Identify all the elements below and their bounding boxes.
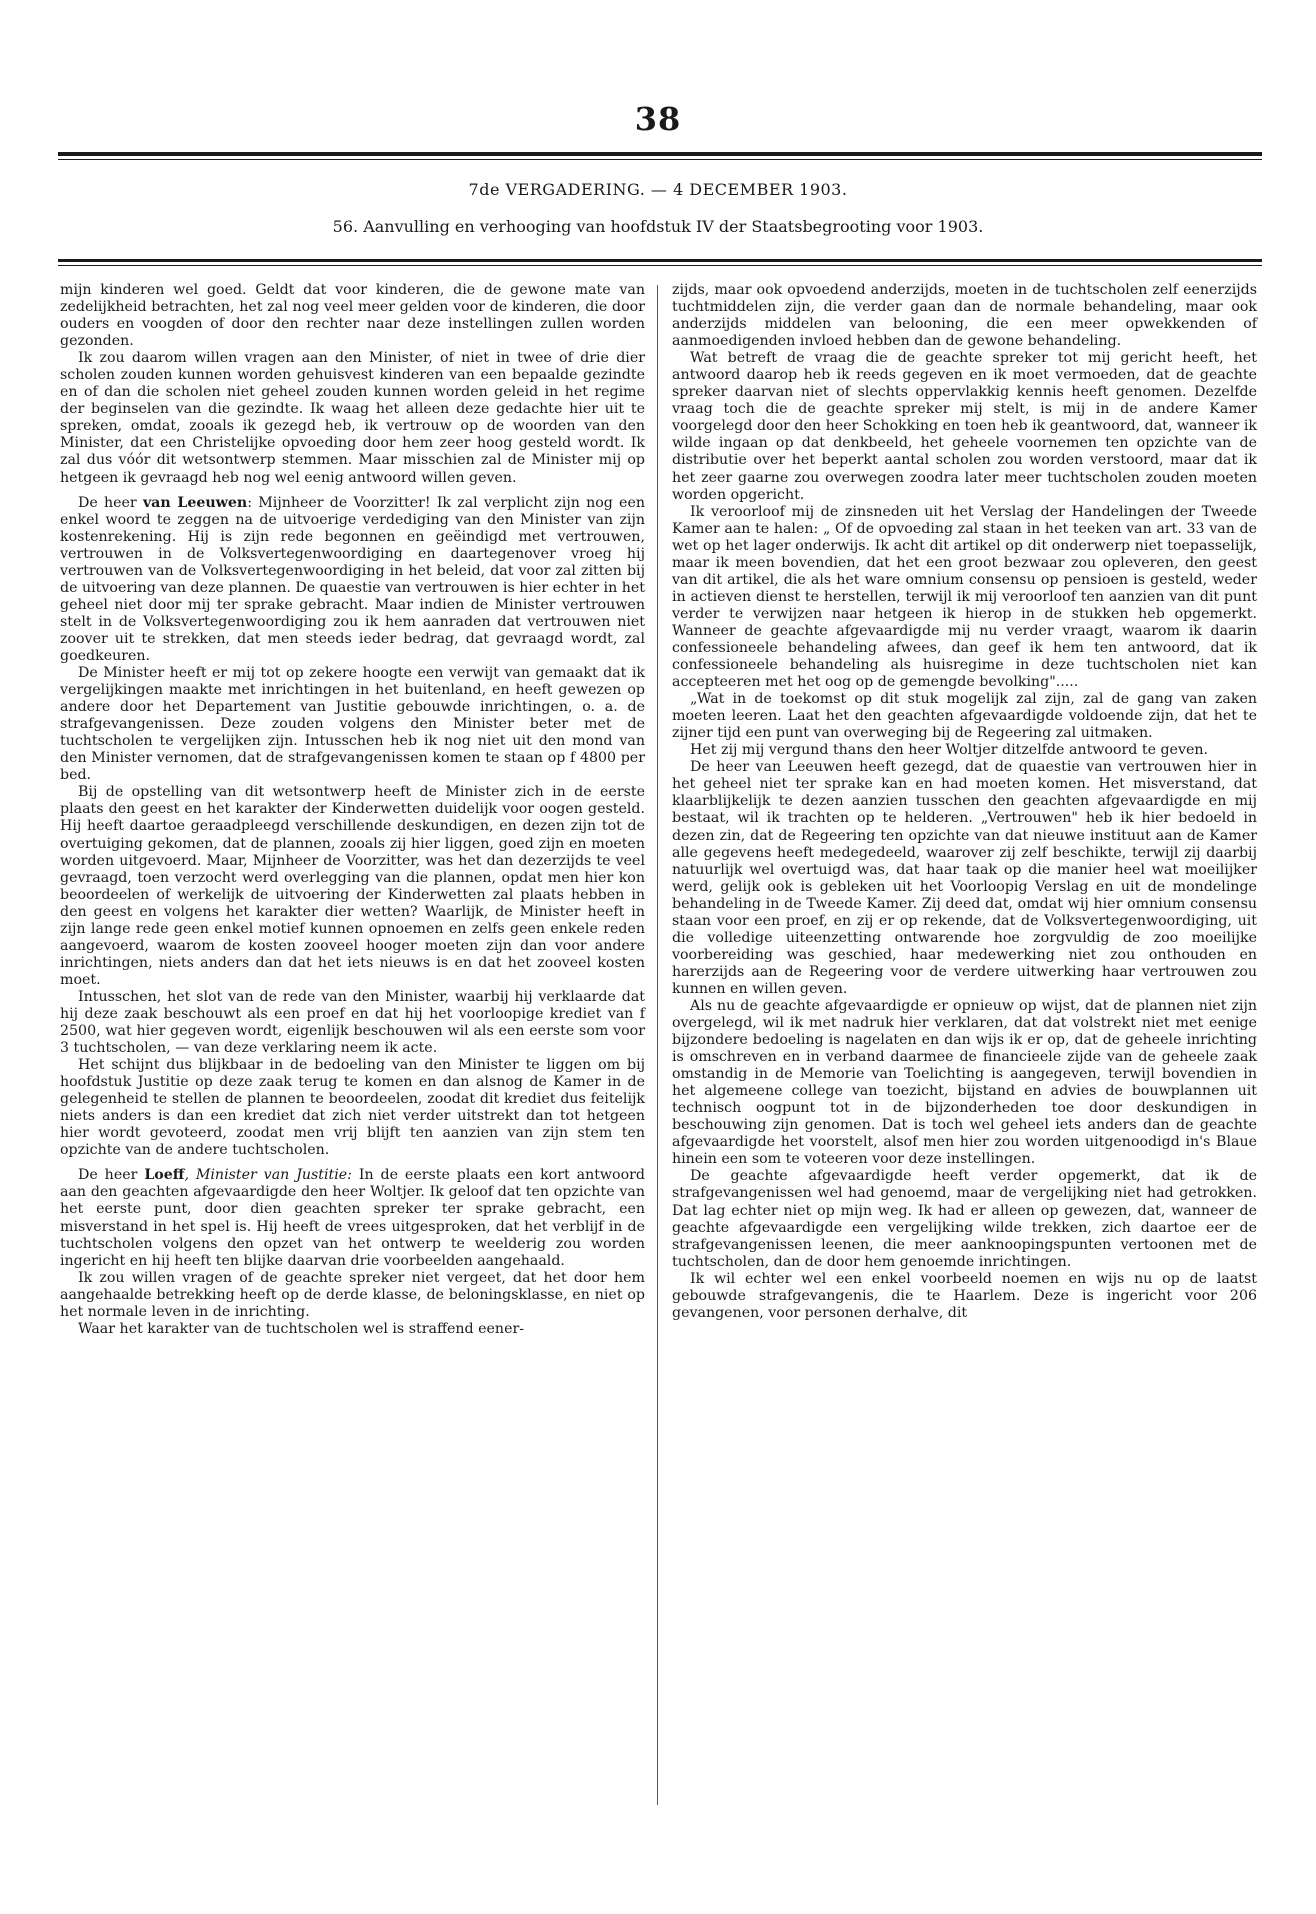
section-rule-thin xyxy=(58,265,1262,266)
speech-text: In de eerste plaats een kort antwoord aan den geachten afgevaardigde den heer Woltjer. Ik geloof dat ten opzichte van het eerste punt, door dien geachten spreker ter sprake gebracht, een misverstand in het spel is. Hij heeft de vrees uitgesproken, dat het verblijf in de tuchtscholen volgens den opzet van het ontwerp te weelderig zou worden ingericht en hij heeft ten blijke daarvan drie voorbeelden aangehaald. xyxy=(60,1167,645,1269)
agenda-item-heading: 56. Aanvulling en verhooging van hoofdstuk IV der Staatsbegrooting voor 1903. xyxy=(332,217,984,236)
paragraph: „Wat in de toekomst op dit stuk mogelijk zal zijn, zal de gang van zaken moeten leeren. Laat het den geachten afgevaardigde voldoende zijn, dat het te zijner tijd een punt van overweging bij de Regeering zal uitmaken. xyxy=(672,691,1257,742)
paragraph: Bij de opstelling van dit wetsontwerp heeft de Minister zich in de eerste plaats den geest en het karakter der Kinderwetten duidelijk voor oogen gesteld. Hij heeft daartoe geraadpleegd verschillende deskundigen, en dezen zijn tot de overtuiging gekomen, dat de plannen, zooals zij hier liggen, goed zijn en moeten worden uitgevoerd. Maar, Mijnheer de Voorzitter, was het dan dezerzijds te veel gevraagd, toen verzocht werd overlegging van die plannen, opdat men hier kon beoordeelen of werkelijk de uitvoering der Kinderwetten zal plaats hebben in den geest en volgens het karakter dier wetten? Waarlijk, de Minister heeft in zijn lange rede geen enkel motief kunnen opnoemen en zelfs geen enkele reden aangevoerd, waarom de kosten zooveel hooger moeten zijn dan voor andere inrichtingen, niets anders dan dat het iets nieuws is en dat het zooveel kosten moet. xyxy=(60,784,645,988)
speaker-name: van Leeuwen xyxy=(142,494,248,511)
paragraph: De geachte afgevaardigde heeft verder opgemerkt, dat ik de strafgevangenissen wel had genoemd, maar de vergelijking niet had getrokken. Dat lag echter niet op mijn weg. Ik had er alleen op gewezen, dat, wanneer de geachte afgevaardigde een vergelijking wilde trekken, zich daartoe eer de strafgevangenissen leenen, die meer aanknoopingspunten vertoonen met de tuchtscholen, dan de door hem genoemde inrichtingen. xyxy=(672,1168,1257,1270)
speaker-intro: De heer xyxy=(78,494,143,511)
paragraph: Het zij mij vergund thans den heer Woltjer ditzelfde antwoord te geven. xyxy=(690,742,1209,759)
meeting-heading: 7de VERGADERING. — 4 DECEMBER 1903. xyxy=(468,180,848,199)
speech-loeff xyxy=(60,1167,645,1269)
paragraph: Ik zou willen vragen of de geachte spreker niet vergeet, dat het door hem aangehaalde betrekking heeft op de derde klasse, de beloningsklasse, en niet op het normale leven in de inrichting. xyxy=(60,1269,645,1320)
paragraph: Ik wil echter wel een enkel voorbeeld noemen en wijs nu op de laatst gebouwde strafgevangenis, die te Haarlem. Deze is ingericht voor 206 gevangenen, voor personen derhalve, dit xyxy=(672,1270,1257,1321)
speaker-role: , Minister van Justitie: xyxy=(184,1167,352,1184)
page-number: 38 xyxy=(634,100,682,138)
right-column xyxy=(672,282,1257,1322)
paragraph: Als nu de geachte afgevaardigde er opnieuw op wijst, dat de plannen niet zijn overgelegd, wil ik met nadruk hier verklaren, dat dat volstrekt niet met eenige bijzondere bedoeling is nagelaten en dan wijs ik er op, dat de geheele inrichting is omschreven en in verband daarmee de financieele zijde van de geheele zaak omstandig in de Memorie van Toelichting is aangegeven, terwijl bovendien in het algemeene college van toezicht, bijstand en advies de bouwplannen uit technisch oogpunt tot in de bijzonderheden toe door deskundigen in beschouwing zijn genomen. Dat is toch wel geheel iets anders dan de geachte afgevaardigde het voorstelt, alsof men hier zou worden uitgenoodigd in's Blaue hinein een som te voteeren voor deze instellingen. xyxy=(672,997,1257,1168)
paragraph: De Minister heeft er mij tot op zekere hoogte een verwijt van gemaakt dat ik vergelijkingen maakte met inrichtingen in het buitenland, en heeft gewezen op andere door het Departement van Justitie gebouwde inrichtingen, o. a. de strafgevangenissen. Deze zouden volgens den Minister beter met de tuchtscholen te vergelijken zijn. Intusschen heb ik nog niet uit den mond van den Minister vernomen, dat de strafgevangenissen komen te staan op f 4800 per bed. xyxy=(60,665,645,784)
paragraph: Ik veroorloof mij de zinsneden uit het Verslag der Handelingen der Tweede Kamer aan te halen: „ Of de opvoeding zal staan in het teeken van art. 33 van de wet op het lager onderwijs. Ik acht dit artikel op dit onderwerp niet toepasselijk, maar ik meen bovendien, dat het een groot bezwaar zou opleveren, den geest van dit artikel, die als het ware omnium consensu op pensioen is gesteld, weder in actieven dienst te herstellen, terwijl ik mij veroorloof ten aanzien van dit punt verder te verwijzen naar hetgeen ik hierop in de stukken heb opgemerkt. Wanneer de geachte afgevaardigde mij nu verder vraagt, waarom ik daarin confessioneele behandeling afwees, dan geef ik hem ten antwoord, dat ik confessioneele behandeling als huisregime in deze tuchtscholen niet kan accepteeren met het oog op de gemengde bevolking"..... xyxy=(672,503,1257,691)
paragraph: Wat betreft de vraag die de geachte spreker tot mij gericht heeft, het antwoord daarop heb ik reeds gegeven en ik moet vermoeden, dat de geachte spreker daarvan niet of slechts oppervlakkig kennis heeft genomen. Dezelfde vraag toch die de geachte spreker mij stelt, is mij in de andere Kamer voorgelegd door den heer Schokking en toen heb ik geantwoord, dat, wanneer ik wilde ingaan op dat denkbeeld, het geheele voornemen ten opzichte van de distributie over het beperkt aantal scholen zou worden verstoord, maar dat ik het zeer gaarne zou overwegen zoodra later meer tuchtscholen zouden moeten worden opgericht. xyxy=(672,350,1257,503)
section-rule xyxy=(58,259,1262,262)
left-column xyxy=(60,282,645,1338)
paragraph: zijds, maar ook opvoedend anderzijds, moeten in de tuchtscholen zelf eenerzijds tuchtmiddelen zijn, die verder gaan dan de normale behandeling, maar ook anderzijds middelen van belooning, die een meer opwekkenden of aanmoedigenden invloed hebben dan de gewone behandeling. xyxy=(672,282,1257,350)
speech-text: : Mijnheer de Voorzitter! Ik zal verplicht zijn nog een enkel woord te zeggen na de uitvoerige verdediging van den Minister van zijn kostenrekening. Hij is zijn rede begonnen en geëindigd met vertrouwen, vertrouwen in de Volksvertegenwoordiging en daartegenover vroeg hij vertrouwen van de Volksvertegenwoordiging in het beleid, dat voor zal zitten bij de uitvoering van deze plannen. De quaestie van vertrouwen is hier echter in het geheel niet door mij ter sprake gebracht. Maar indien de Minister vertrouwen stelt in de Volksvertegenwoordiging zou ik hem aanraden dat vertrouwen niet zoover uit te strekken, dat men steeds ieder bedrag, dat gevraagd wordt, zal goedkeuren. xyxy=(60,494,645,664)
speech-van-leeuwen xyxy=(60,495,645,665)
speaker-intro: De heer xyxy=(78,1167,145,1184)
paragraph: mijn kinderen wel goed. Geldt dat voor kinderen, die de gewone mate van zedelijkheid betrachten, het zal nog veel meer gelden voor de kinderen, die door ouders en voogden of door den rechter naar deze instellingen zullen worden gezonden. xyxy=(60,282,645,350)
header-rule xyxy=(58,152,1262,156)
paragraph: Waar het karakter van de tuchtscholen wel is straffend eener- xyxy=(78,1320,525,1337)
paragraph: Ik zou daarom willen vragen aan den Minister, of niet in twee of drie dier scholen zouden kunnen worden gehuisvest kinderen van een bepaalde gezindte en of dan die scholen niet geheel zouden kunnen worden geleid in het regime der beginselen van die gezindte. Ik waag het alleen deze gedachte hier uit te spreken, omdat, zooals ik gezegd heb, ik vertrouw op de woorden van den Minister, dat een Christelijke opvoeding door hem zeer hoog gesteld wordt. Ik zal dus vóór dit wetsontwerp stemmen. Maar misschien zal de Minister mij op hetgeen ik gevraagd heb nog wel eenig antwoord willen geven. xyxy=(60,350,645,486)
paragraph: Het schijnt dus blijkbaar in de bedoeling van den Minister te liggen om bij hoofdstuk Justitie op deze zaak terug te komen en dan alsnog de Kamer in de gelegenheid te stellen de plannen te beoordeelen, zoodat dit krediet dus feitelijk niets anders is dan een krediet dat zich niet verder uitstrekt dan tot hetgeen hier wordt gevoteerd, zoodat men vrij blijft ten aanzien van zijn stem ten opzichte van de andere tuchtscholen. xyxy=(60,1057,645,1159)
paragraph: Intusschen, het slot van de rede van den Minister, waarbij hij verklaarde dat hij deze zaak beschouwt als een proef en dat hij het voorloopige krediet van f 2500, wat hier gegeven wordt, eigenlijk beschouwen wil als een eerste som voor 3 tuchtscholen, — van deze verklaring neem ik acte. xyxy=(60,988,645,1057)
column-divider xyxy=(657,285,658,1805)
paragraph: De heer van Leeuwen heeft gezegd, dat de quaestie van vertrouwen hier in het geheel niet ter sprake kan en had moeten komen. Het misverstand, dat klaarblijkelijk te dezen aanzien tusschen den geachten afgevaardigde en mij bestaat, wil ik trachten op te helderen. „Vertrouwen" heb ik hier bedoeld in dezen zin, dat de Regeering ten opzichte van dat nieuwe instituut aan de Kamer alle gegevens heeft medegedeeld, waarover zij zelf beschikte, terwijl zij daarbij natuurlijk wel overtuigd was, dat haar taak op die manier heel wat moeilijker werd, gelijk ook is gebleken uit het Voorloopig Verslag en uit de mondelinge behandeling in de Tweede Kamer. Zij deed dat, omdat wij hier omnium consensu staan voor een proef, en zij er op rekende, dat de Volksvertegenwoordiging, uit die volledige uiteenzetting ontwarende hoe zorgvuldig de zoo moeilijke voorbereiding was geschied, haar medewerking niet zou onthouden en harerzijds aan de Regeering voor de verdere uitwerking haar vertrouwen zou kunnen en willen geven. xyxy=(672,759,1257,997)
header-rule-thin xyxy=(58,159,1262,160)
speaker-name: Loeff xyxy=(144,1167,185,1184)
